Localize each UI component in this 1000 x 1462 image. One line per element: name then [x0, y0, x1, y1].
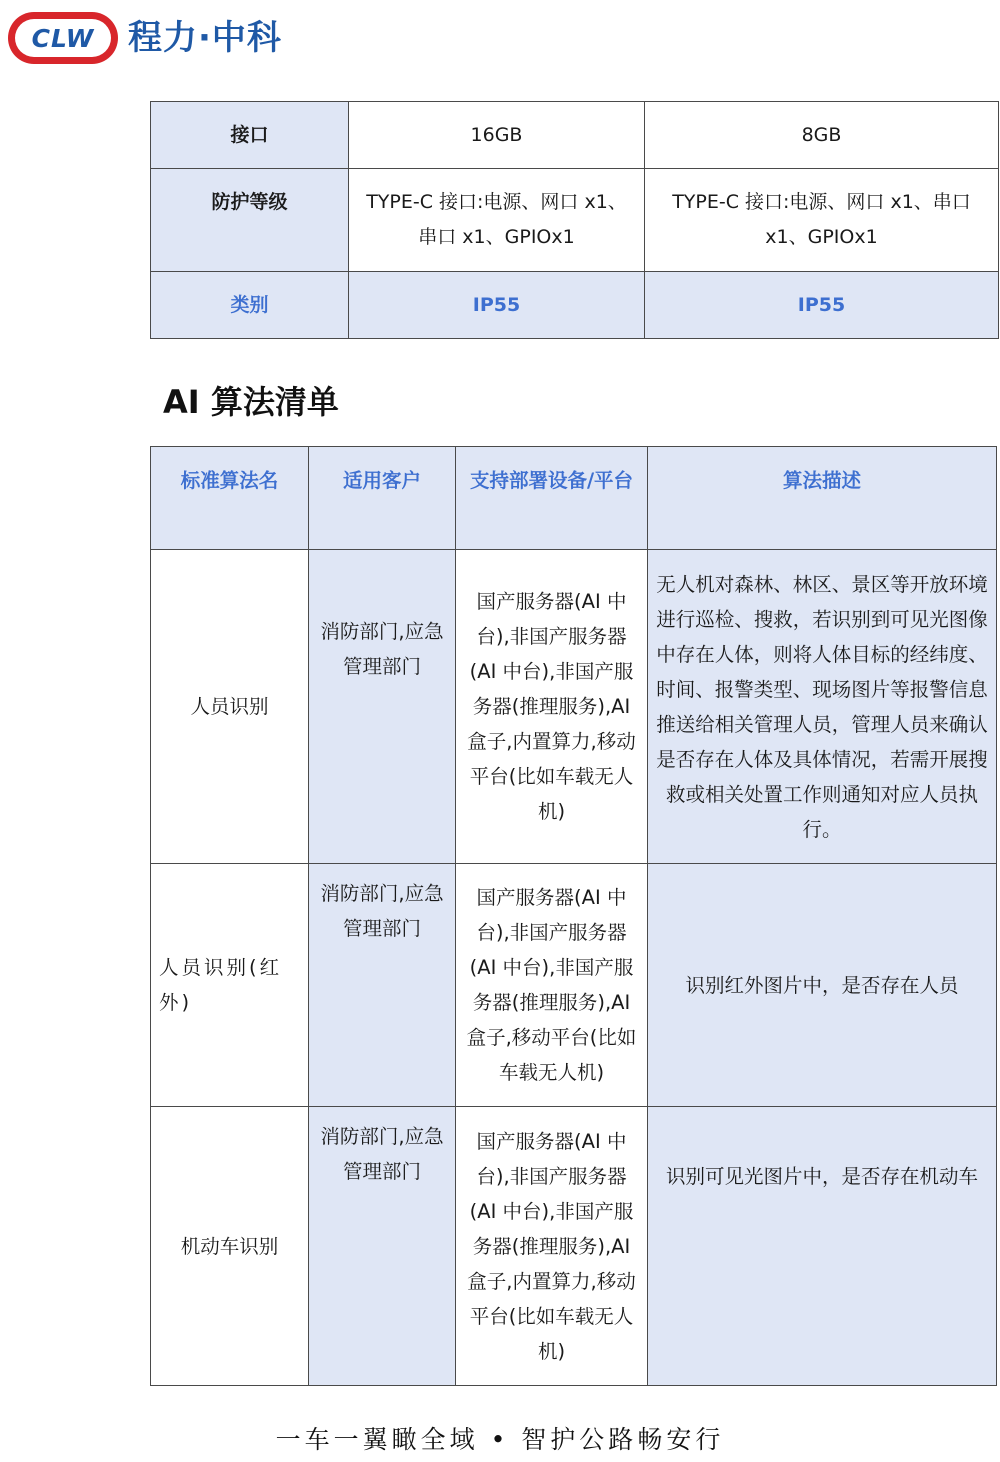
logo-text: CLW [15, 19, 111, 57]
spec-value: TYPE-C 接口:电源、网口 x1、串口 x1、GPIOx1 [645, 169, 999, 272]
footer-slogan: 一车一翼瞰全域 • 智护公路畅安行 [275, 1425, 725, 1454]
algorithm-devices: 国产服务器(AI 中台),非国产服务器(AI 中台),非国产服务器(推理服务),AI 盒子,内置算力,移动平台(比如车载无人机) [456, 1107, 648, 1386]
algorithm-customer: 消防部门,应急管理部门 [309, 550, 456, 864]
algorithm-customer: 消防部门,应急管理部门 [309, 1107, 456, 1386]
column-header: 适用客户 [309, 447, 456, 550]
table-row [151, 102, 999, 169]
company-logo [8, 12, 118, 64]
algorithm-description: 识别可见光图片中，是否存在机动车 [648, 1107, 997, 1386]
spec-value: TYPE-C 接口:电源、网口 x1、串口 x1、GPIOx1 [349, 169, 645, 272]
algorithm-table [150, 446, 997, 1386]
section-title: AI 算法清单 [163, 383, 339, 421]
column-header: 算法描述 [648, 447, 997, 550]
column-header: 支持部署设备/平台 [456, 447, 648, 550]
spec-label: 防护等级 [151, 169, 349, 272]
spec-value: 8GB [645, 102, 999, 169]
table-header-row [151, 447, 997, 550]
algorithm-name: 机动车识别 [151, 1107, 309, 1386]
page-header [0, 0, 1000, 80]
algorithm-customer: 消防部门,应急管理部门 [309, 864, 456, 1107]
algorithm-description: 无人机对森林、林区、景区等开放环境进行巡检、搜救，若识别到可见光图像中存在人体，则将人体目标的经纬度、时间、报警类型、现场图片等报警信息推送给相关管理人员，管理人员来确认是否存在人体及具体情况，若需开展搜救或相关处置工作则通知对应人员执行。 [648, 550, 997, 864]
spec-value: IP55 [349, 272, 645, 339]
spec-table [150, 101, 999, 339]
algorithm-description: 识别红外图片中，是否存在人员 [648, 864, 997, 1107]
spec-label: 接口 [151, 102, 349, 169]
column-header: 标准算法名 [151, 447, 309, 550]
spec-value: IP55 [645, 272, 999, 339]
algorithm-devices: 国产服务器(AI 中台),非国产服务器(AI 中台),非国产服务器(推理服务),AI 盒子,内置算力,移动平台(比如车载无人机) [456, 550, 648, 864]
algorithm-name: 人员识别(红外) [151, 864, 309, 1107]
table-row [151, 550, 997, 864]
algorithm-devices: 国产服务器(AI 中台),非国产服务器(AI 中台),非国产服务器(推理服务),AI 盒子,移动平台(比如车载无人机) [456, 864, 648, 1107]
table-row [151, 169, 999, 272]
table-row [151, 1107, 997, 1386]
algorithm-name: 人员识别 [151, 550, 309, 864]
table-row [151, 864, 997, 1107]
table-row [151, 272, 999, 339]
spec-value: 16GB [349, 102, 645, 169]
company-name: 程力·中科 [128, 18, 282, 58]
spec-label: 类别 [151, 272, 349, 339]
